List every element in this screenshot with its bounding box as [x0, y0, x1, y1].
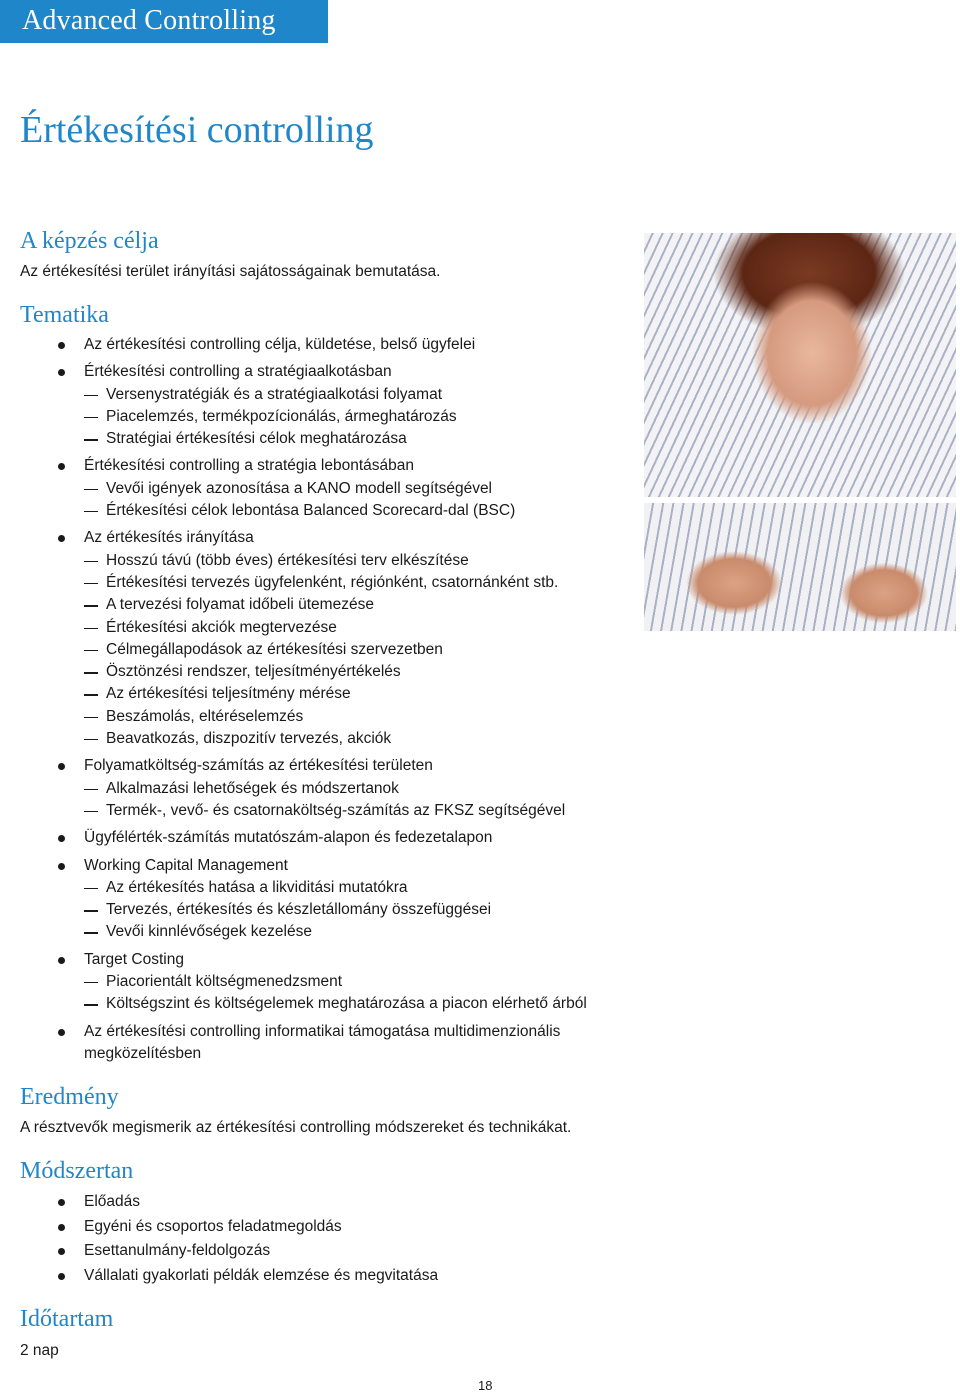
subtopic-label: Értékesítési célok lebontása Balanced Scorecard-dal (BSC)	[106, 502, 516, 520]
subtopic-item	[84, 661, 628, 683]
subtopic-label: A tervezési folyamat időbeli ütemezése	[106, 596, 374, 614]
dash-icon	[84, 672, 98, 673]
topic-label: Az értékesítési controlling célja, küldetése, belső ügyfelei	[84, 336, 476, 353]
dash-icon	[84, 439, 98, 440]
subtopic-item	[84, 478, 628, 500]
bullet-icon	[58, 342, 65, 349]
topic-label: Folyamatköltség-számítás az értékesítési területen	[84, 757, 433, 775]
subtopic-label: Piacorientált költségmenedzsment	[106, 973, 343, 991]
bullet-icon	[58, 1273, 65, 1280]
subtopic-item	[84, 639, 628, 661]
dash-icon	[84, 583, 98, 584]
duration-heading: Időtartam	[20, 1306, 114, 1332]
subtopic-item	[84, 728, 628, 750]
result-text: A résztvevők megismerik az értékesítési controlling módszereket és technikákat.	[20, 1119, 572, 1136]
topic-item	[58, 455, 628, 522]
dash-icon	[84, 982, 98, 983]
goal-text: Az értékesítési terület irányítási sajátosságainak bemutatása.	[20, 263, 441, 280]
subtopic-label: Hosszú távú (több éves) értékesítési terv elkészítése	[106, 551, 469, 569]
topic-label: Ügyfélérték-számítás mutatószám-alapon és fedezetalapon	[84, 829, 493, 847]
subtopic-list	[84, 778, 628, 823]
subtopic-item	[84, 428, 628, 450]
subtopic-item	[84, 921, 628, 943]
dash-icon	[84, 717, 98, 718]
topic-item	[58, 827, 628, 849]
page-number: 18	[478, 1378, 493, 1393]
subtopic-label: Piacelemzés, termékpozícionálás, ármeghatározás	[106, 407, 457, 425]
subtopic-item	[84, 971, 628, 993]
topic-item	[58, 755, 628, 822]
subtopic-label: Értékesítési akciók megtervezése	[106, 618, 337, 636]
subtopic-item	[84, 500, 628, 522]
subtopic-label: Tervezés, értékesítés és készletállomány összefüggései	[106, 901, 492, 919]
subtopic-item	[84, 594, 628, 616]
bullet-icon	[58, 1248, 65, 1255]
subtopic-list	[84, 971, 628, 1016]
page-title: Értékesítési controlling	[20, 109, 374, 151]
bullet-icon	[58, 835, 65, 842]
topic-label: Értékesítési controlling a stratégia lebontásában	[84, 457, 415, 475]
subtopic-list	[84, 877, 628, 944]
subtopic-label: Beavatkozás, diszpozitív tervezés, akciók	[106, 730, 392, 748]
dash-icon	[84, 811, 98, 812]
topic-label: Target Costing	[84, 950, 184, 968]
topic-item	[58, 334, 628, 356]
dash-icon	[84, 888, 98, 889]
subtopic-item	[84, 617, 628, 639]
subtopic-item	[84, 706, 628, 728]
bullet-icon	[58, 863, 65, 870]
method-label: Előadás	[84, 1193, 141, 1210]
dash-icon	[84, 910, 98, 911]
duration-text: 2 nap	[20, 1342, 59, 1359]
dash-icon	[84, 417, 98, 418]
subtopic-item	[84, 384, 628, 406]
topics-list	[58, 334, 628, 1070]
topic-label: Az értékesítés irányítása	[84, 529, 254, 547]
subtopic-label: Az értékesítés hatása a likviditási mutatókra	[106, 878, 408, 896]
subtopic-item	[84, 683, 628, 705]
topic-item	[58, 361, 628, 450]
dash-icon	[84, 561, 98, 562]
subtopic-item	[84, 993, 628, 1015]
subtopic-label: Stratégiai értékesítési célok meghatározása	[106, 430, 407, 448]
subtopic-list	[84, 550, 628, 751]
methods-list	[58, 1190, 438, 1289]
subtopic-label: Értékesítési tervezés ügyfelenként, régiónként, csatornánként stb.	[106, 573, 559, 591]
topic-label: Working Capital Management	[84, 856, 288, 874]
topic-item	[58, 527, 628, 750]
dash-icon	[84, 605, 98, 606]
bullet-icon	[58, 1224, 65, 1231]
dash-icon	[84, 739, 98, 740]
dash-icon	[84, 489, 98, 490]
methods-heading: Módszertan	[20, 1158, 134, 1184]
subtopic-item	[84, 899, 628, 921]
dash-icon	[84, 694, 98, 695]
subtopic-item	[84, 800, 628, 822]
bullet-icon	[58, 1029, 65, 1036]
subtopic-item	[84, 572, 628, 594]
subtopic-label: Vevői kinnlévőségek kezelése	[106, 923, 312, 941]
subtopic-label: Versenystratégiák és a stratégiaalkotási folyamat	[106, 385, 443, 403]
topic-item	[58, 855, 628, 944]
method-label: Vállalati gyakorlati példák elemzése és megvitatása	[84, 1267, 439, 1285]
dash-icon	[84, 395, 98, 396]
subtopic-label: Költségszint és költségelemek meghatározása a piacon elérhető árból	[106, 995, 587, 1013]
topic-label: Értékesítési controlling a stratégiaalkotásban	[84, 363, 392, 381]
subtopic-list	[84, 478, 628, 523]
bullet-icon	[58, 957, 65, 964]
method-label: Esettanulmány-feldolgozás	[84, 1242, 271, 1260]
method-item	[58, 1239, 438, 1264]
dash-icon	[84, 650, 98, 651]
subtopic-label: Termék-, vevő- és csatornaköltség-számítás az FKSZ segítségével	[106, 801, 566, 819]
subtopic-item	[84, 877, 628, 899]
bullet-icon	[58, 763, 65, 770]
bullet-icon	[58, 369, 65, 376]
dash-icon	[84, 1004, 98, 1005]
woman-portrait-photo	[644, 233, 956, 497]
topics-heading: Tematika	[20, 302, 109, 328]
subtopic-label: Az értékesítési teljesítmény mérése	[106, 685, 351, 703]
bullet-icon	[58, 535, 65, 542]
subtopic-label: Célmegállapodások az értékesítési szervezetben	[106, 640, 443, 658]
subtopic-label: Vevői igények azonosítása a KANO modell segítségével	[106, 479, 493, 497]
bullet-icon	[58, 463, 65, 470]
method-item	[58, 1215, 438, 1240]
method-item	[58, 1264, 438, 1289]
goal-heading: A képzés célja	[20, 228, 159, 254]
method-item	[58, 1190, 438, 1215]
subtopic-label: Alkalmazási lehetőségek és módszertanok	[106, 779, 399, 797]
dash-icon	[84, 789, 98, 790]
dash-icon	[84, 628, 98, 629]
header-bar	[0, 0, 328, 43]
subtopic-label: Ösztönzési rendszer, teljesítményértékelés	[106, 663, 401, 681]
topic-item	[58, 949, 628, 1016]
subtopic-list	[84, 384, 628, 451]
result-heading: Eredmény	[20, 1084, 119, 1110]
subtopic-item	[84, 550, 628, 572]
subtopic-item	[84, 406, 628, 428]
topic-label: Az értékesítési controlling informatikai támogatása multidimenzionális megközelítésben	[84, 1022, 561, 1062]
topic-item	[58, 1021, 628, 1066]
dash-icon	[84, 511, 98, 512]
subtopic-label: Beszámolás, eltéréselemzés	[106, 707, 304, 725]
dash-icon	[84, 932, 98, 933]
subtopic-item	[84, 778, 628, 800]
hands-detail-photo	[644, 503, 956, 631]
brand-title: Advanced Controlling	[22, 5, 276, 36]
bullet-icon	[58, 1199, 65, 1206]
method-label: Egyéni és csoportos feladatmegoldás	[84, 1217, 342, 1235]
